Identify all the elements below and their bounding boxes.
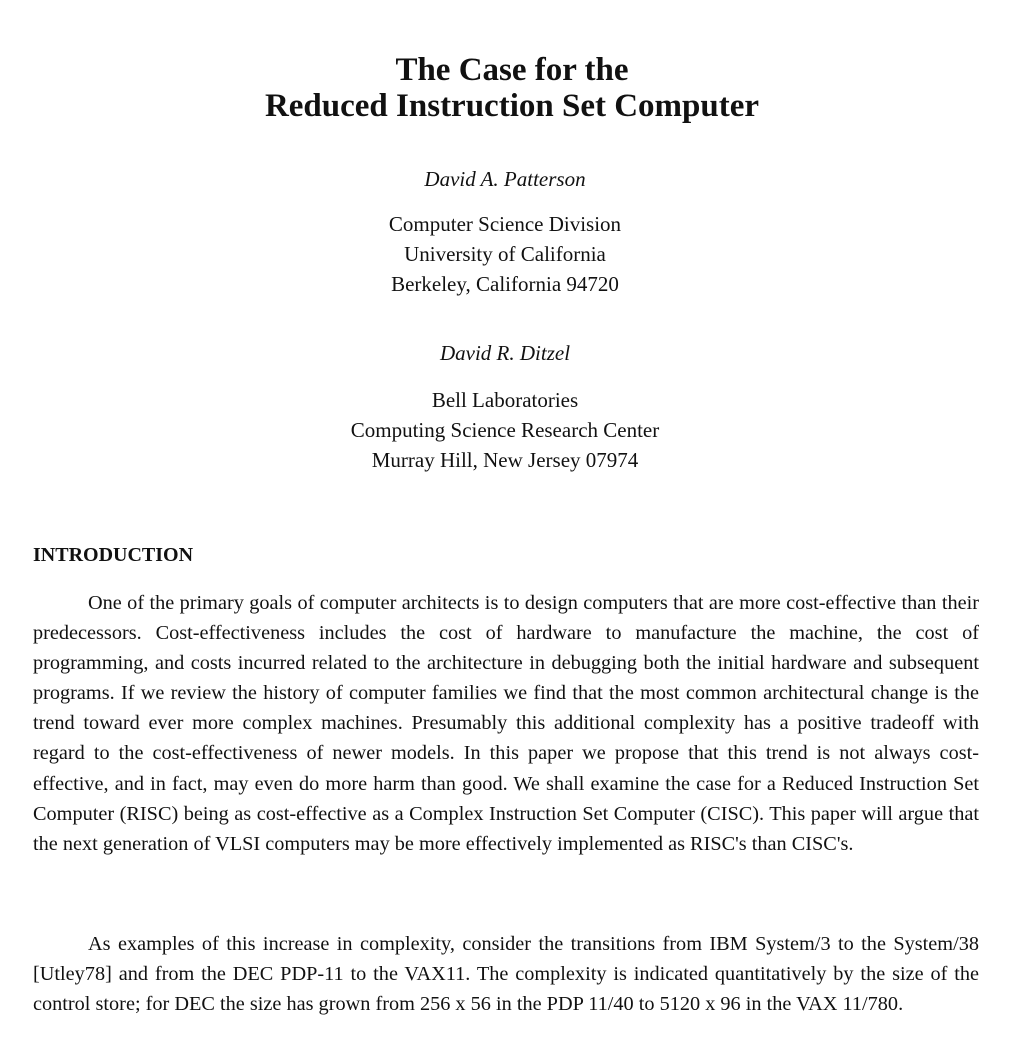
affiliation-line: Computing Science Research Center — [350, 418, 660, 442]
paper-title-line-2: Reduced Instruction Set Computer — [264, 88, 760, 124]
body-paragraph-1: One of the primary goals of computer architects is to design computers that are more cost-effective than their predecessors. Cost-effectiveness includes the cost of hardware to manufacture the machine, the cost of programming, and costs incurred related to the architecture in debugging both the initial hardware and subsequent programs. If we review the history of computer families we find that the most common architectural change is the trend toward ever more complex machines. Presumably this additional complexity has a positive tradeoff with regard to the cost-effectiveness of newer models. In this paper we propose that this trend is not always cost-effective, and in fact, may even do more harm than good. We shall examine the case for a Reduced Instruction Set Computer (RISC) being as cost-effective as a Complex Instruction Set Computer (CISC). This paper will argue that the next generation of VLSI computers may be more effectively implemented as RISC's than CISC's. — [33, 592, 979, 855]
affiliation-line: Berkeley, California 94720 — [391, 272, 619, 296]
body-paragraph-2: As examples of this increase in complexity, consider the transitions from IBM System/3 to the System/38 [Utley78] and from the DEC PDP-11 to the VAX11. The complexity is indicated quantitatively by the size of the control store; for DEC the size has grown from 256 x 56 in the PDP 11/40 to 5120 x 96 in the VAX 11/780. — [33, 933, 979, 1016]
affiliation-line: Computer Science Division — [388, 212, 622, 236]
author-affiliation-2 — [0, 385, 1010, 475]
paper-title-line-1: The Case for the — [395, 52, 629, 88]
author-name-2: David R. Ditzel — [439, 341, 571, 365]
affiliation-line: Murray Hill, New Jersey 07974 — [371, 448, 639, 472]
section-heading: INTRODUCTION — [33, 544, 194, 566]
author-affiliation-1 — [0, 209, 1010, 299]
affiliation-line: Bell Laboratories — [431, 388, 579, 412]
paper-title — [0, 52, 1024, 124]
author-name-1: David A. Patterson — [424, 167, 586, 191]
affiliation-line: University of California — [404, 242, 606, 266]
